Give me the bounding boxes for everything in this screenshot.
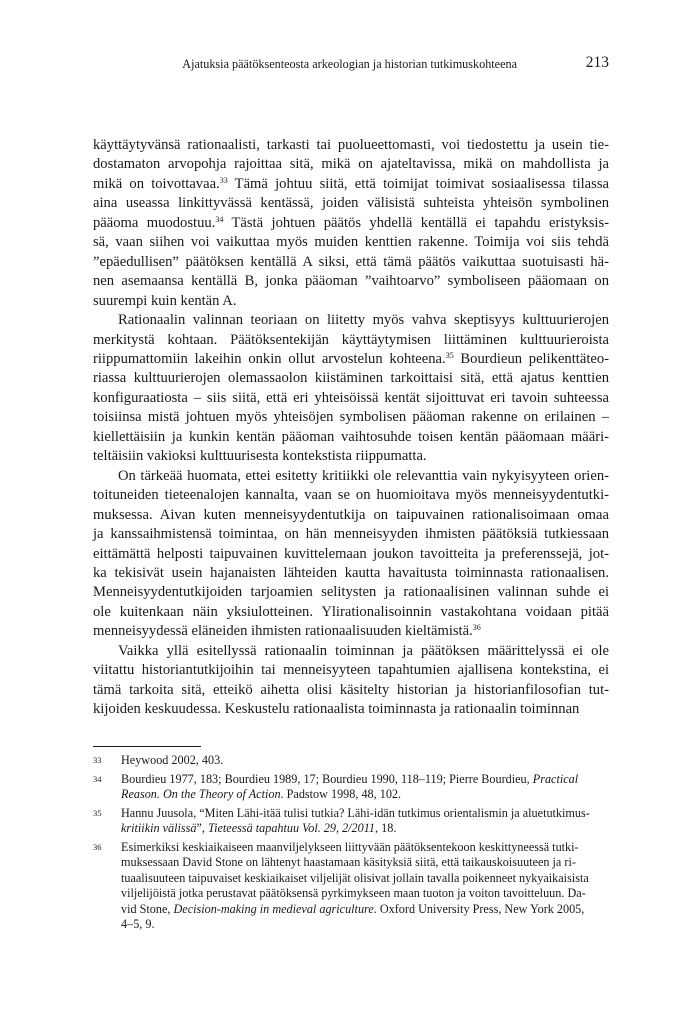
footnote-line <box>121 886 609 902</box>
running-header <box>93 54 609 74</box>
text-line <box>93 155 609 174</box>
italic-text: Tieteessä tapahtuu Vol. 29, 2/2011 <box>208 821 376 835</box>
line-text: käyttäytyvänsä rationaalisti, tarkasti tai puolueettomasti, voi tiedostettu ja usein tie- <box>93 137 609 153</box>
text-line <box>93 642 609 661</box>
running-title: Ajatuksia päätöksenteosta arkeologian ja historian tutkimuskohteena <box>182 57 517 71</box>
footnote-number: 33 <box>93 755 102 765</box>
text-line <box>93 194 609 213</box>
footnote-reference: 36 <box>472 623 481 633</box>
line-text: dostamaton arvopohja rajoittaa sitä, mikä on ajateltavissa, mikä on mahdollista ja <box>93 156 609 173</box>
line-text: riassa kulttuurierojen olemassaolon kiistäminen tarkoittaisi sitä, että ajatus kenttien <box>93 370 609 387</box>
text-line <box>93 292 609 311</box>
footnote-text: 4–5, 9. <box>121 917 155 931</box>
line-text: toituneiden tieteenalojen kannalta, vaan se on huomioitava myös menneisyydentutki- <box>93 487 609 504</box>
footnote-line <box>121 787 609 803</box>
text-line <box>93 408 609 427</box>
italic-text: Reason. On the Theory of Action <box>121 787 281 801</box>
text-line <box>93 350 609 369</box>
footnote-text: muksessaan David Stone on lähtenyt haastamaan käsityksiä siitä, että taikauskoisuuteen ja ri- <box>121 855 576 869</box>
line-text: riippumattomiin lakeihin onkin ollut arvostelun kohteena. <box>93 350 446 367</box>
line-text: suurempi kuin kentän A. <box>93 292 237 309</box>
line-text: ka tekisivät usein hajanaisten lähteiden kautta havaitusta toiminnasta rationaalisen. <box>93 564 609 581</box>
line-text: konfiguraatiosta – siis siitä, että eri yhteisöissä kentät sijoittuvat eri tavoin suhteessa <box>93 389 609 406</box>
text-line <box>93 175 609 194</box>
line-text: Menneisyydentutkijoiden tarjoamien selitysten ja rationaalisinen valinnan suhde ei <box>93 584 609 601</box>
line-text: ole kuitenkaan näin yksiulotteinen. Ylirationalisoinnin vastakohtana voidaan pitää <box>93 603 609 620</box>
italic-text: kritiikin välissä <box>121 821 197 835</box>
text-line <box>93 311 609 330</box>
text-line <box>93 369 609 388</box>
text-line <box>93 428 609 447</box>
footnote-number: 35 <box>93 807 102 818</box>
text-line <box>93 525 609 544</box>
line-text: On tärkeää huomata, ettei esitetty kritiikki ole relevanttia vain nykyisyyteen orien- <box>118 467 609 484</box>
line-text: ja kanssaihmistensä toimintaa, on hän menneisyyden ihmisten päätöksiä tutkiessaan <box>93 526 609 543</box>
line-text: toisiinsa mistä johtuen myös yhteisöjen symbolisen pääoman rakenne on erilainen – <box>93 409 609 426</box>
footnote-text: Bourdieu 1977, 183; Bourdieu 1989, 17; Bourdieu 1990, 118–119; Pierre Bourdieu, <box>121 771 533 786</box>
line-text: sä, vaan siihen voi vaikuttaa myös muiden kenttien rakenne. Toimija voi siis tehdä <box>93 234 609 251</box>
footnote-line <box>121 772 609 788</box>
text-line <box>93 583 609 602</box>
footnote-reference: 34 <box>215 214 224 224</box>
footnote-line <box>121 855 609 871</box>
line-text: nen asemaansa kentällä B, jonka pääoman ”vaihtoarvo” symboliseen pääomaan on <box>93 273 609 290</box>
footnote-line <box>121 821 609 837</box>
footnote-text: tuaalisuuteen taipuvaiset keskiaikaiset viljelijät olisivat jollain tavalla poikenneet nykyaikaisista <box>121 870 589 885</box>
footnote <box>93 772 609 803</box>
footnote-line <box>121 753 609 769</box>
footnote-text: . Oxford University Press, New York 2005, <box>373 901 585 916</box>
text-line <box>93 603 609 622</box>
text-line <box>93 681 609 700</box>
text-line <box>93 486 609 505</box>
text-line <box>93 506 609 525</box>
body-text <box>93 136 609 720</box>
footnote-text: Esimerkiksi keskiaikaiseen maanviljelykseen liittyvään päätöksentekoon keskittyneessä tutki- <box>121 839 579 854</box>
footnote-divider <box>93 746 201 747</box>
line-text: merkitystä kohtaan. Päätöksentekijän käyttäytymisen liittäminen kulttuurieroista <box>93 331 609 348</box>
footnote-text: Hannu Juusola, “Miten Lähi-itää tulisi tutkia? Lähi-idän tutkimus orientalismin ja aluetutkimus- <box>121 805 590 820</box>
footnote <box>93 806 609 837</box>
text-line <box>93 545 609 564</box>
line-text: muksessa. Aivan kuten menneisyydentutkija on taipuvainen rationalisoimaan omaa <box>93 506 609 523</box>
text-line <box>93 564 609 583</box>
footnote-line <box>121 806 609 822</box>
footnote-number: 34 <box>93 773 102 784</box>
footnotes <box>93 753 609 936</box>
line-text: teltäisiin vakioksi kulttuurisesta kontekstista riippumatta. <box>93 448 427 465</box>
footnote-text: , 18. <box>375 821 397 835</box>
line-text: menneisyydessä eläneiden ihmisten rationaalisuuden kieltämistä. <box>93 623 473 640</box>
page-number: 213 <box>585 54 609 71</box>
footnote-text: Heywood 2002, 403. <box>121 753 224 767</box>
line-text: Tästä johtuen päätös yhdellä kentällä ei tapahdu eristyksis- <box>223 214 609 231</box>
text-line <box>93 233 609 252</box>
line-text: Rationaalin valinnan teoriaan on liitetty myös vahva skeptisyys kulttuurierojen <box>118 312 609 329</box>
footnote-line <box>121 917 609 933</box>
italic-text: Practical <box>532 771 579 786</box>
text-line <box>93 447 609 466</box>
text-line <box>93 389 609 408</box>
footnote <box>93 753 609 769</box>
line-text: ”epäedullisen” päätöksen kentällä A siksi, että tämä päätös vaikuttaa suotuisasti hä- <box>93 253 609 270</box>
footnote-text: viljelijöistä jotka perustavat päätöksensä pyrkimykseen maan tuoton ja voiton tavoitteluun. Da- <box>121 886 586 900</box>
text-line <box>93 272 609 291</box>
line-text: mikä on toivottavaa. <box>93 175 220 192</box>
text-line <box>93 661 609 680</box>
footnote-text: ”, <box>196 821 209 835</box>
footnote <box>93 840 609 933</box>
footnote-reference: 33 <box>219 175 228 185</box>
footnote-reference: 35 <box>445 350 454 360</box>
line-text: kiellettäisiin ja kunkin kentän pääoman vaihtosuhde toisen kentän pääomaan määri- <box>93 428 609 445</box>
footnote-line <box>121 871 609 887</box>
text-line <box>93 253 609 272</box>
line-text: Tämä johtuu siitä, että toimijat toimivat sosiaalisessa tilassa <box>227 175 609 192</box>
line-text: pääoma muodostuu. <box>93 214 216 231</box>
line-text: viitattu historiantutkijoihin tai menneisyyteen tapahtumien ajallisena kontekstina, ei <box>93 662 609 679</box>
text-line <box>93 700 609 719</box>
line-text: eittämättä helposti taipuvainen kuvittelemaan joukon tavoitteita ja preferenssejä, jot- <box>93 545 609 562</box>
line-text: kijoiden keskuudessa. Keskustelu rationaalista toiminnasta ja rationaalin toiminnan <box>93 701 580 718</box>
text-line <box>93 331 609 350</box>
footnote-text: . Padstow 1998, 48, 102. <box>280 787 402 801</box>
text-line <box>93 214 609 233</box>
text-line <box>93 467 609 486</box>
footnote-line <box>121 902 609 918</box>
line-text: tämä tarkoita sitä, etteikö aihetta olisi käsitelty historian ja historianfilosofian tut- <box>93 681 609 698</box>
footnote-number: 36 <box>93 841 102 852</box>
text-line <box>93 136 609 155</box>
footnote-text: vid Stone, <box>121 901 174 916</box>
line-text: Vaikka yllä esitellyssä rationaalin toiminnan ja päätöksen määrittelyssä ei ole <box>118 642 609 659</box>
footnote-line <box>121 840 609 856</box>
line-text: aina useassa linkittyvässä kentässä, joiden välisistä suhteista yhteisön symbolinen <box>93 195 609 212</box>
italic-text: Decision-making in medieval agriculture <box>173 901 374 916</box>
text-line <box>93 622 609 641</box>
line-text: Bourdieun pelikenttäteo- <box>453 350 610 367</box>
